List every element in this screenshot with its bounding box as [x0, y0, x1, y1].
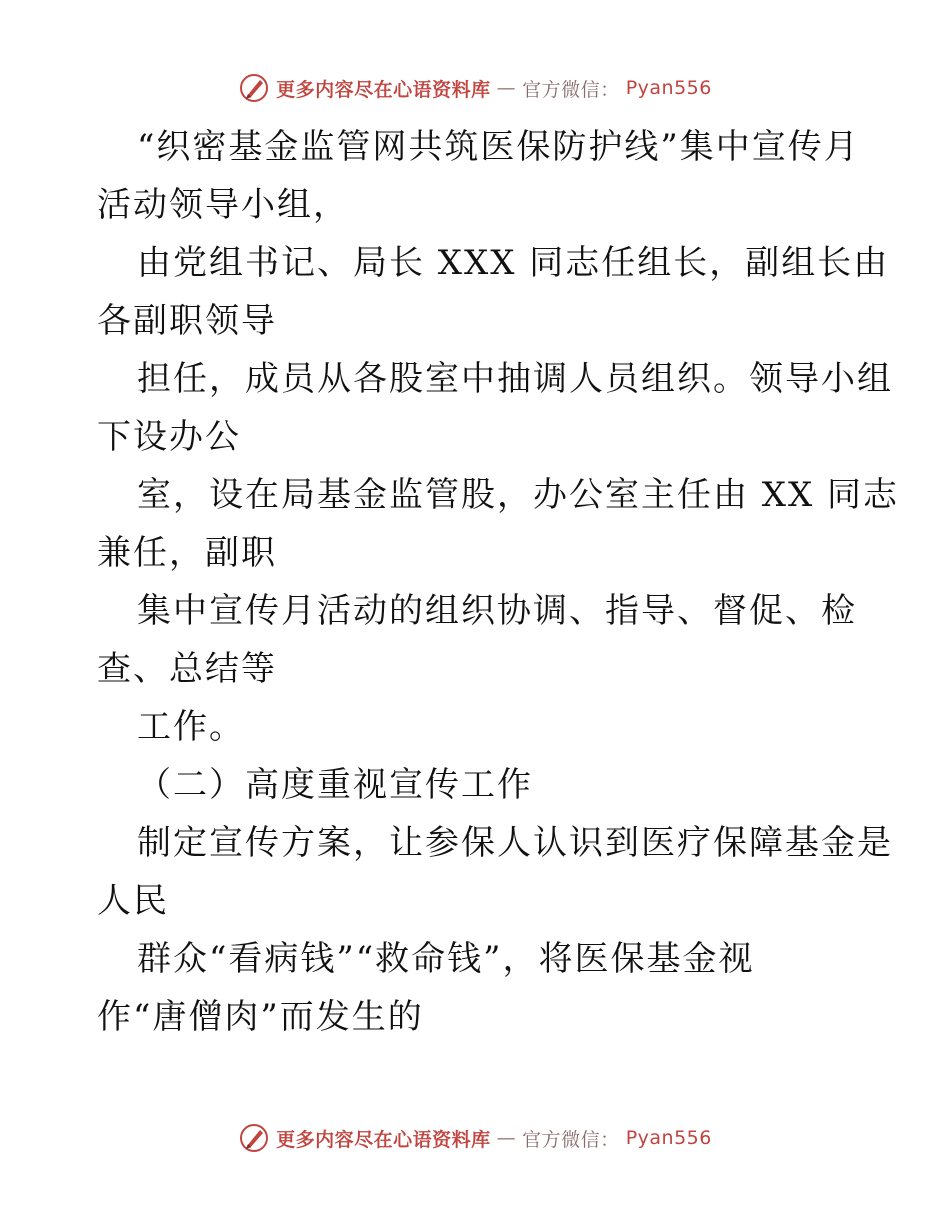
text-line: 人民 — [97, 881, 169, 921]
text-line: 活动领导小组， — [97, 185, 349, 225]
text-line: 担任，成员从各股室中抽调人员组织。领导小组 — [137, 359, 893, 399]
text-line: 工作。 — [137, 707, 245, 747]
footer-watermark — [0, 1122, 950, 1154]
watermark-wechat-id: Pyan556 — [625, 77, 712, 99]
text-line: 集中宣传月活动的组织协调、指导、督促、检 — [137, 591, 857, 631]
watermark-wechat-label: 官方微信： — [522, 1128, 620, 1151]
watermark-site-text: 更多内容尽在心语资料库 — [276, 78, 491, 101]
section-heading: （二）高度重视宣传工作 — [137, 765, 533, 805]
text-line: 室，设在局基金监管股，办公室主任由 XX 同志 — [137, 475, 900, 515]
text-line: 兼任，副职 — [97, 533, 277, 573]
text-line: “织密基金监管网共筑医保防护线”集中宣传月 — [137, 127, 860, 167]
quill-pen-icon — [238, 1122, 270, 1154]
text-line: 下设办公 — [97, 417, 241, 457]
text-line: 由党组书记、局长 XXX 同志任组长，副组长由 — [137, 243, 890, 283]
header-watermark — [0, 72, 950, 104]
text-line: 各副职领导 — [97, 301, 277, 341]
text-line: 制定宣传方案，让参保人认识到医疗保障基金是 — [137, 823, 893, 863]
watermark-separator: — — [496, 77, 517, 99]
watermark-wechat-label: 官方微信： — [522, 78, 620, 101]
text-line: 作“唐僧肉”而发生的 — [97, 997, 424, 1037]
watermark-separator: — — [496, 1127, 517, 1149]
text-line: 群众“看病钱”“救命钱”，将医保基金视 — [137, 939, 755, 979]
quill-pen-icon — [238, 72, 270, 104]
watermark-site-text: 更多内容尽在心语资料库 — [276, 1128, 491, 1151]
text-line: 查、总结等 — [97, 649, 277, 689]
watermark-wechat-id: Pyan556 — [625, 1127, 712, 1149]
document-body — [97, 118, 900, 1046]
